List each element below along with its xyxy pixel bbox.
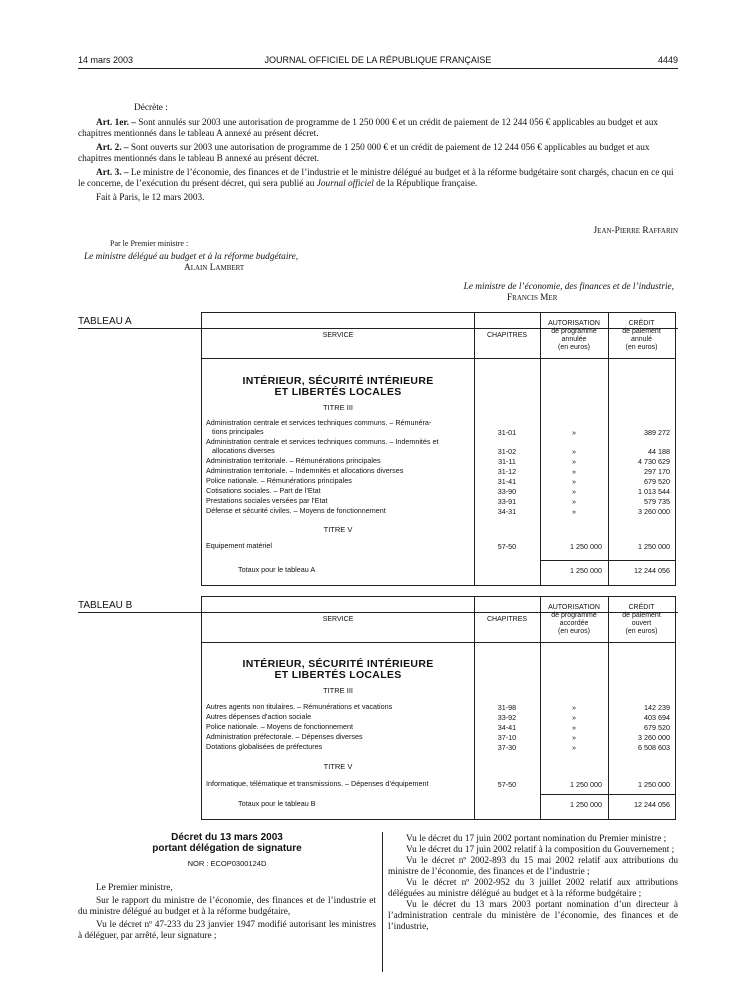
decrete-line: Décrète : xyxy=(134,103,168,113)
table-row: Cotisations sociales. – Part de l’Etat xyxy=(206,486,321,495)
row-autorisation: » xyxy=(572,703,576,712)
titre-v: TITRE V xyxy=(323,762,353,771)
titre-v: TITRE V xyxy=(323,525,353,534)
header-service: SERVICE xyxy=(322,332,354,339)
header-line: annulée xyxy=(561,336,587,343)
article-2-label: Art. 2. – xyxy=(96,143,129,153)
table-row: Dotations globalisées de préfectures xyxy=(206,742,323,751)
article-3 xyxy=(78,168,678,190)
row-credit: 389 272 xyxy=(644,428,670,437)
header-rule xyxy=(78,68,678,69)
row-chapitre: 33-91 xyxy=(497,497,517,506)
fait-a-paris: Fait à Paris, le 12 mars 2003. xyxy=(96,193,205,203)
paragraph: Vu le décret nº 47-233 du 23 janvier 1947 modifié autorisant les ministres à déléguer, par arrêté, leur signature ; xyxy=(78,920,376,941)
titre-iii: TITRE III xyxy=(323,403,353,412)
table-row: Administration territoriale. – Rémunérations principales xyxy=(206,456,381,465)
row-credit: 297 170 xyxy=(644,467,670,476)
total-autorisation: 1 250 000 xyxy=(570,800,602,809)
article-3-journal: Journal officiel xyxy=(316,179,374,189)
row-autorisation: » xyxy=(572,723,576,732)
header-credit xyxy=(608,320,675,352)
paragraph: Vu le décret nº 2002-952 du 3 juillet 2002 relatif aux attributions déléguées au ministre délégué au budget et à la réforme budgétaire ; xyxy=(388,878,678,899)
article-1-label: Art. 1er. – xyxy=(96,118,136,128)
row-autorisation: » xyxy=(572,733,576,742)
row-autorisation: » xyxy=(572,457,576,466)
row-chapitre: 34-41 xyxy=(497,723,517,732)
table-row: Prestations sociales versées par l’Etat xyxy=(206,496,328,505)
row-credit: 679 520 xyxy=(644,477,670,486)
decree2-title: Décret du 13 mars 2003 xyxy=(171,832,283,843)
tableau-b xyxy=(201,596,676,820)
row-autorisation: » xyxy=(572,447,576,456)
decree-body xyxy=(78,103,678,204)
paragraph: Sur le rapport du ministre de l’économie, des finances et de l’industrie et du ministre délégué au budget et à la réforme budgétaire, xyxy=(78,896,376,917)
row-credit: 679 520 xyxy=(644,723,670,732)
table-row: Autres agents non titulaires. – Rémunérations et vacations xyxy=(206,702,393,711)
row-credit: 403 694 xyxy=(644,713,670,722)
paragraph: Le Premier ministre, xyxy=(96,883,173,893)
total-label: Totaux pour le tableau B xyxy=(238,799,316,808)
minister-economy-name: Francis Mer xyxy=(507,293,558,303)
row-credit: 3 260 000 xyxy=(638,507,670,516)
header-line: AUTORISATION xyxy=(548,604,600,611)
decree2-left-column xyxy=(78,832,376,942)
row-chapitre: 31-01 xyxy=(497,428,517,437)
tableau-b-label: TABLEAU B xyxy=(78,600,133,611)
header-line: ouvert xyxy=(631,620,652,627)
header-line: (en euros) xyxy=(558,344,590,351)
header-date: 14 mars 2003 xyxy=(78,55,134,65)
minister-delegate-title: Le ministre délégué au budget et à la réforme budgétaire, xyxy=(84,252,299,262)
paragraph: Vu le décret du 17 juin 2002 relatif à la composition du Gouvernement ; xyxy=(406,845,675,855)
row-service: Administration centrale et services techniques communs. – Rémunéra- xyxy=(206,418,432,427)
row-service-cont: tions principales xyxy=(212,426,264,436)
header-chapitres: CHAPITRES xyxy=(486,616,528,623)
paragraph: Vu le décret du 17 juin 2002 portant nomination du Premier ministre ; xyxy=(406,834,667,844)
row-credit: 1 250 000 xyxy=(638,780,670,789)
table-row: Autres dépenses d’action sociale xyxy=(206,712,312,721)
total-rule xyxy=(540,560,675,561)
row-chapitre: 37-10 xyxy=(497,733,517,742)
header-line: de paiement xyxy=(622,328,661,335)
row-autorisation: » xyxy=(572,467,576,476)
table-row: Administration territoriale. – Indemnités et allocations diverses xyxy=(206,466,404,475)
total-rule xyxy=(540,794,675,795)
table-row xyxy=(206,419,470,436)
header-autorisation xyxy=(540,320,608,352)
row-credit: 6 508 603 xyxy=(638,743,670,752)
column-divider xyxy=(382,832,383,972)
article-3-text-a: Le ministre de l’économie, des finances et de l’industrie et le ministre délégué au budget et à la réforme budgétaire sont chargés, chacun en ce qui le concerne, de l’exécution du présent décret, qui sera publié au xyxy=(78,168,674,189)
table-row: Police nationale. – Rémunérations principales xyxy=(206,476,352,485)
minister-delegate-name: Alain Lambert xyxy=(184,263,245,273)
row-service: Administration centrale et services techniques communs. – Indemnités et xyxy=(206,437,439,446)
header-page-number: 4449 xyxy=(657,55,678,65)
total-label: Totaux pour le tableau A xyxy=(238,565,316,574)
header-chapitres: CHAPITRES xyxy=(486,332,528,339)
tableau-a xyxy=(201,312,676,586)
row-autorisation: » xyxy=(572,487,576,496)
row-autorisation: » xyxy=(572,497,576,506)
table-row: Informatique, télématique et transmissions. – Dépenses d’équipement xyxy=(206,779,429,788)
row-autorisation: » xyxy=(572,713,576,722)
total-credit: 12 244 056 xyxy=(634,800,670,809)
row-chapitre: 37-30 xyxy=(497,743,517,752)
row-chapitre: 31-11 xyxy=(498,457,516,466)
header-line: annulé xyxy=(630,336,653,343)
row-credit: 4 730 629 xyxy=(638,457,670,466)
row-chapitre: 31-41 xyxy=(497,477,517,486)
header-service: SERVICE xyxy=(322,616,354,623)
row-credit: 142 239 xyxy=(644,703,670,712)
section-title: INTÉRIEUR, SÉCURITÉ INTÉRIEURE xyxy=(242,658,434,670)
row-chapitre: 57-50 xyxy=(497,780,517,789)
header-line: (en euros) xyxy=(625,344,658,351)
row-chapitre: 31-12 xyxy=(497,467,517,476)
section-title: ET LIBERTÉS LOCALES xyxy=(274,386,402,398)
table-row: Police nationale. – Moyens de fonctionnement xyxy=(206,722,354,731)
header-line: AUTORISATION xyxy=(548,320,600,327)
total-credit: 12 244 056 xyxy=(634,566,670,575)
row-chapitre: 31-02 xyxy=(497,447,517,456)
signatory-prime-minister: Jean-Pierre Raffarin xyxy=(593,226,678,236)
row-credit: 579 735 xyxy=(644,497,670,506)
row-autorisation: » xyxy=(572,477,576,486)
row-credit: 1 250 000 xyxy=(638,542,670,551)
row-credit: 1 013 544 xyxy=(638,487,670,496)
section-title: ET LIBERTÉS LOCALES xyxy=(274,669,402,681)
article-1-text: Sont annulés sur 2003 une autorisation de programme de 1 250 000 € et un crédit de paiement de 12 244 056 € applicables au budget et aux chapitres mentionnés dans le tableau A annexé au présent décret. xyxy=(78,118,658,139)
header-line: (en euros) xyxy=(625,628,658,635)
tableau-a-label: TABLEAU A xyxy=(78,316,132,327)
table-row xyxy=(206,438,470,455)
article-2-text: Sont ouverts sur 2003 une autorisation de programme de 1 250 000 € et un crédit de paiement de 12 244 056 € applicables au budget et aux chapitres mentionnés dans le tableau B annexé au présent décret. xyxy=(78,143,650,164)
header-journal-title: JOURNAL OFFICIEL DE LA RÉPUBLIQUE FRANÇAISE xyxy=(264,55,492,65)
article-3-text-b: de la République française. xyxy=(376,179,478,189)
article-2 xyxy=(78,143,678,165)
titre-iii: TITRE III xyxy=(323,686,353,695)
paragraph: Vu le décret nº 2002-893 du 15 mai 2002 relatif aux attributions du ministre de l’économie, des finances et de l’industrie ; xyxy=(388,856,678,877)
decree2-subtitle: portant délégation de signature xyxy=(152,843,302,854)
row-chapitre: 33-92 xyxy=(497,713,517,722)
row-autorisation: 1 250 000 xyxy=(570,780,602,789)
header-line: (en euros) xyxy=(558,628,590,635)
table-row: Equipement matériel xyxy=(206,541,272,550)
header-line: CRÉDIT xyxy=(628,604,655,611)
header-line: CRÉDIT xyxy=(628,320,655,327)
header-autorisation xyxy=(540,604,608,636)
row-chapitre: 57-50 xyxy=(497,542,517,551)
row-chapitre: 34-31 xyxy=(497,507,517,516)
row-chapitre: 31-98 xyxy=(497,703,517,712)
header-line: accordée xyxy=(559,620,589,627)
row-autorisation: » xyxy=(572,507,576,516)
row-autorisation: » xyxy=(572,743,576,752)
row-service-cont: allocations diverses xyxy=(212,445,275,455)
row-credit: 3 260 000 xyxy=(638,733,670,742)
row-autorisation: 1 250 000 xyxy=(570,542,602,551)
header-line: de paiement xyxy=(622,612,661,619)
row-chapitre: 33-90 xyxy=(497,487,517,496)
article-3-label: Art. 3. – xyxy=(96,168,129,178)
paragraph: Vu le décret du 13 mars 2003 portant nomination d’un directeur à l’administration centrale du ministère de l’économie, des finances et de l’industrie, xyxy=(388,900,678,932)
row-credit: 44 188 xyxy=(648,447,670,456)
section-title: INTÉRIEUR, SÉCURITÉ INTÉRIEURE xyxy=(242,375,434,387)
article-1 xyxy=(78,118,678,140)
table-row: Défense et sécurité civiles. – Moyens de fonctionnement xyxy=(206,506,386,515)
decree2-right-column xyxy=(388,834,678,933)
par-premier-ministre: Par le Premier ministre : xyxy=(110,239,189,248)
total-autorisation: 1 250 000 xyxy=(570,566,602,575)
header-line: de programme xyxy=(551,328,597,335)
table-row: Administration préfectorale. – Dépenses diverses xyxy=(206,732,363,741)
decree2-nor: NOR : ECOP0300124D xyxy=(187,859,267,868)
minister-economy-title: Le ministre de l’économie, des finances et de l’industrie, xyxy=(463,282,674,292)
header-credit xyxy=(608,604,675,636)
row-autorisation: » xyxy=(572,428,576,437)
header-line: de programme xyxy=(551,612,597,619)
